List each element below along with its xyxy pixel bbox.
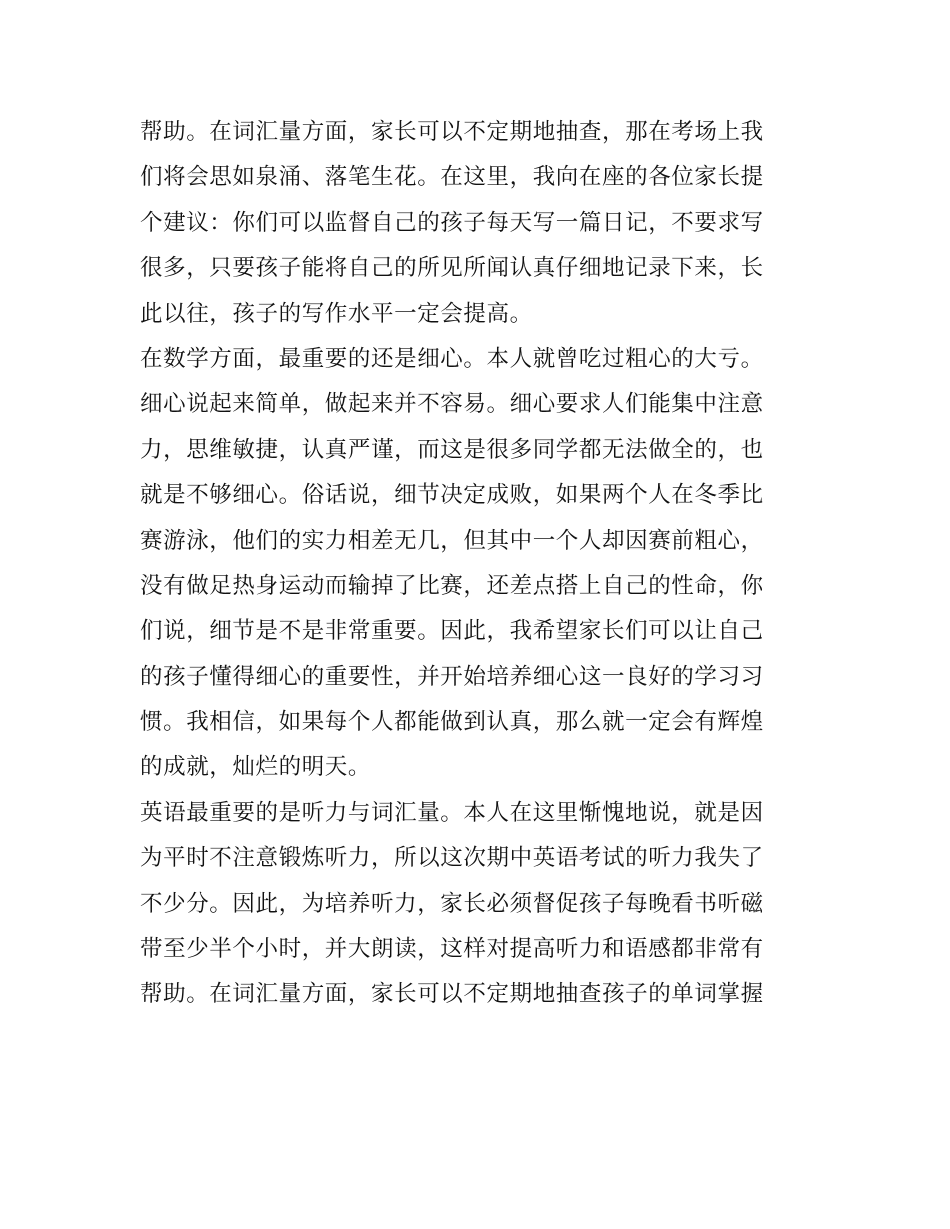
- text-line: 力，思维敏捷，认真严谨，而这是很多同学都无法做全的，也: [140, 436, 764, 463]
- text-line: 细心说起来简单，做起来并不容易。细心要求人们能集中注意: [140, 391, 764, 418]
- text-line: 个建议：你们可以监督自己的孩子每天写一篇日记，不要求写: [140, 209, 764, 236]
- text-line: 不少分。因此，为培养听力，家长必须督促孩子每晚看书听磁: [140, 890, 764, 917]
- text-line: 的孩子懂得细心的重要性，并开始培养细心这一良好的学习习: [140, 663, 764, 690]
- text-line: 们将会思如泉涌、落笔生花。在这里，我向在座的各位家长提: [140, 164, 764, 191]
- text-line: 的成就，灿烂的明天。: [140, 754, 372, 781]
- text-line: 此以往，孩子的写作水平一定会提高。: [140, 300, 533, 327]
- text-line: 带至少半个小时，并大朗读，这样对提高听力和语感都非常有: [140, 936, 764, 963]
- document-body: [140, 110, 840, 1018]
- text-line: 赛游泳，他们的实力相差无几，但其中一个人却因赛前粗心，: [140, 527, 764, 554]
- text-line: 们说，细节是不是非常重要。因此，我希望家长们可以让自己: [140, 618, 764, 645]
- text-line: 帮助。在词汇量方面，家长可以不定期地抽查孩子的单词掌握: [140, 981, 764, 1008]
- text-line: 就是不够细心。俗话说，细节决定成败，如果两个人在冬季比: [140, 482, 764, 509]
- text-line: 很多，只要孩子能将自己的所见所闻认真仔细地记录下来，长: [140, 255, 764, 282]
- text-line: 没有做足热身运动而输掉了比赛，还差点搭上自己的性命，你: [140, 572, 764, 599]
- text-line: 惯。我相信，如果每个人都能做到认真，那么就一定会有辉煌: [140, 709, 764, 736]
- text-line: 帮助。在词汇量方面，家长可以不定期地抽查，那在考场上我: [140, 119, 764, 145]
- text-line: 在数学方面，最重要的还是细心。本人就曾吃过粗心的大亏。: [140, 345, 764, 372]
- text-line: 英语最重要的是听力与词汇量。本人在这里惭愧地说，就是因: [140, 799, 764, 826]
- text-line: 为平时不注意锻炼听力，所以这次期中英语考试的听力我失了: [140, 845, 764, 872]
